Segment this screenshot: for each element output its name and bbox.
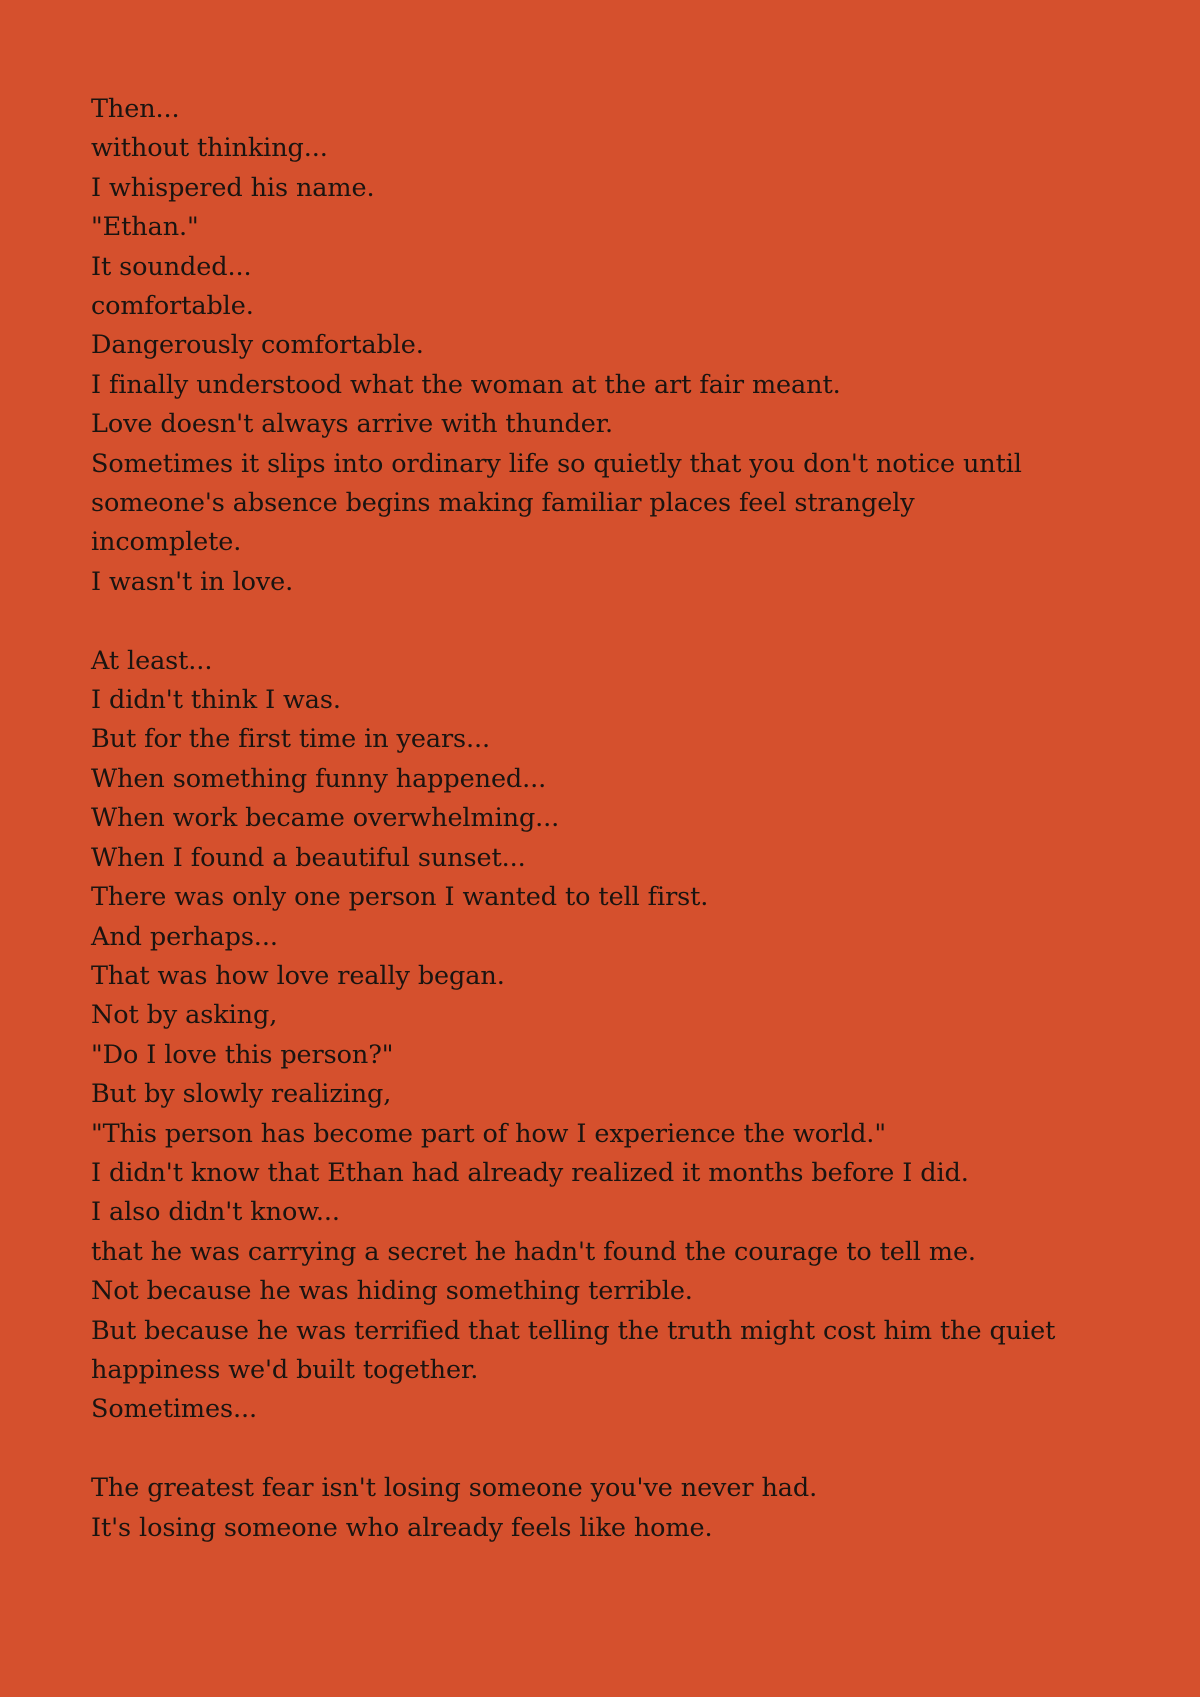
text-line: The greatest fear isn't losing someone you've never had. (91, 1473, 818, 1504)
text-line: When work became overwhelming... (91, 803, 560, 834)
text-line: At least... (91, 645, 213, 676)
text-line: Not by asking, (91, 1000, 278, 1031)
text-line: But for the first time in years... (91, 724, 491, 755)
text-line: But by slowly realizing, (91, 1079, 392, 1110)
text-line: incomplete. (91, 527, 242, 558)
body-text (91, 90, 1109, 1548)
text-line: "Ethan." (91, 212, 199, 243)
text-line: There was only one person I wanted to tell first. (91, 882, 709, 913)
text-line: Dangerously comfortable. (91, 330, 424, 361)
text-line: Not because he was hiding something terrible. (91, 1276, 693, 1307)
text-line: "This person has become part of how I experience the world." (91, 1118, 886, 1149)
text-line: When something funny happened... (91, 763, 547, 794)
text-line: Sometimes it slips into ordinary life so quietly that you don't notice until (91, 448, 1022, 479)
text-line: I wasn't in love. (91, 566, 294, 597)
text-line: that he was carrying a secret he hadn't found the courage to tell me. (91, 1236, 976, 1267)
text-line: without thinking... (91, 133, 328, 164)
text-line: That was how love really began. (91, 960, 505, 991)
text-line: happiness we'd built together. (91, 1354, 479, 1385)
text-line: I whispered his name. (91, 172, 375, 203)
text-line: "Do I love this person?" (91, 1039, 394, 1070)
text-line: I finally understood what the woman at the art fair meant. (91, 369, 841, 400)
text-line: Sometimes... (91, 1394, 257, 1425)
text-line: I didn't think I was. (91, 685, 341, 716)
text-line: I also didn't know... (91, 1197, 340, 1228)
text-line: comfortable. (91, 291, 254, 322)
text-line: When I found a beautiful sunset... (91, 842, 526, 873)
text-line: I didn't know that Ethan had already realized it months before I did. (91, 1157, 969, 1188)
text-line: But because he was terrified that telling the truth might cost him the quiet (91, 1315, 1056, 1346)
text-line: Then... (91, 94, 180, 124)
text-line: Love doesn't always arrive with thunder. (91, 409, 614, 440)
text-line: And perhaps... (91, 921, 278, 952)
blank-line (91, 602, 1109, 641)
text-line: someone's absence begins making familiar places feel strangely (91, 488, 915, 519)
text-line: It sounded... (91, 251, 252, 282)
blank-line (91, 1430, 1109, 1469)
text-line: It's losing someone who already feels like home. (91, 1512, 713, 1543)
